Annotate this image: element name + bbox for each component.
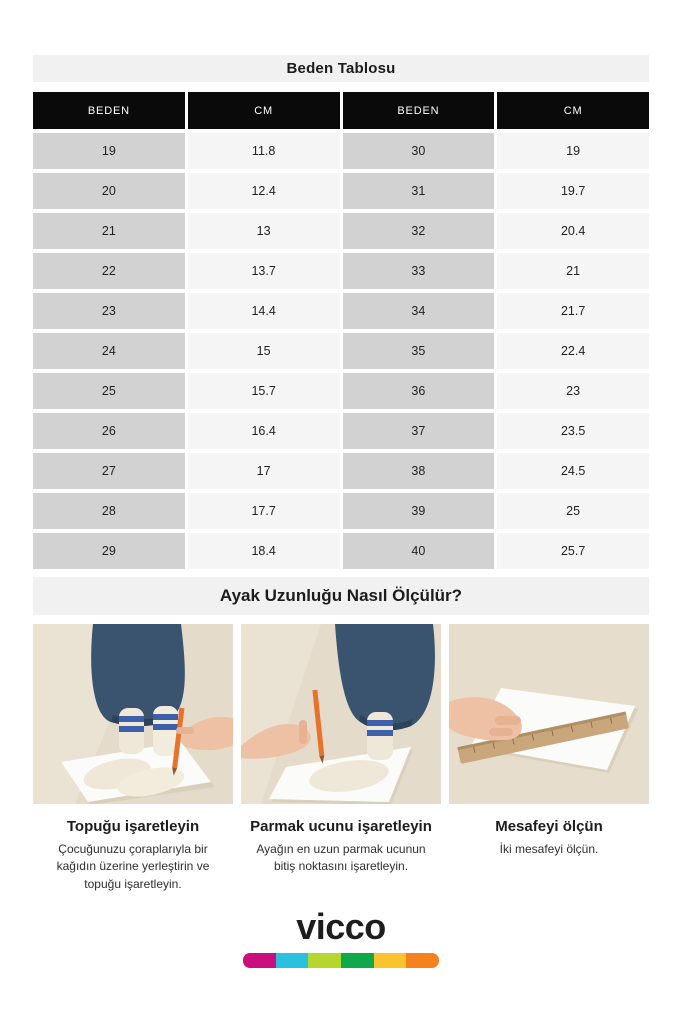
size-value-cell: 19 bbox=[33, 133, 185, 169]
cm-value-cell: 19.7 bbox=[497, 173, 649, 209]
step-text: İki mesafeyi ölçün. bbox=[499, 842, 599, 856]
cm-value-cell: 17 bbox=[188, 453, 340, 489]
color-bar-segment bbox=[374, 953, 407, 968]
cm-value-cell: 14.4 bbox=[188, 293, 340, 329]
color-bar-segment bbox=[243, 953, 276, 968]
cm-value-cell: 18.4 bbox=[188, 533, 340, 569]
size-table-header: CM bbox=[497, 92, 649, 129]
size-value-cell: 28 bbox=[33, 493, 185, 529]
color-bar-segment bbox=[308, 953, 341, 968]
cm-value-cell: 19 bbox=[497, 133, 649, 169]
size-table-header: CM bbox=[188, 92, 340, 129]
step-heading: Mesafeyi ölçün bbox=[495, 818, 603, 835]
cm-value-cell: 20.4 bbox=[497, 213, 649, 249]
step-heading: Topuğu işaretleyin bbox=[66, 818, 200, 835]
size-value-cell: 33 bbox=[343, 253, 495, 289]
cm-value-cell: 16.4 bbox=[188, 413, 340, 449]
cm-value-cell: 21.7 bbox=[497, 293, 649, 329]
mark-heel-photo bbox=[33, 624, 233, 804]
brand-color-bar bbox=[243, 953, 439, 968]
page-title: Beden Tablosu bbox=[33, 55, 649, 82]
size-value-cell: 34 bbox=[343, 293, 495, 329]
measure-distance-photo bbox=[449, 624, 649, 804]
step-heading: Parmak ucunu işaretleyin bbox=[250, 818, 432, 835]
size-value-cell: 20 bbox=[33, 173, 185, 209]
size-value-cell: 35 bbox=[343, 333, 495, 369]
size-value-cell: 29 bbox=[33, 533, 185, 569]
size-table-header: BEDEN bbox=[343, 92, 495, 129]
cm-value-cell: 13.7 bbox=[188, 253, 340, 289]
cm-value-cell: 25 bbox=[497, 493, 649, 529]
step-text: Ayağın en uzun parmak ucunun bitiş noktasını işaretleyin. bbox=[256, 842, 426, 874]
brand-wordmark: vicco bbox=[296, 906, 386, 948]
cm-value-cell: 11.8 bbox=[188, 133, 340, 169]
size-value-cell: 23 bbox=[33, 293, 185, 329]
size-value-cell: 37 bbox=[343, 413, 495, 449]
measure-steps bbox=[33, 624, 649, 893]
step-measure-distance bbox=[449, 624, 649, 893]
cm-value-cell: 23.5 bbox=[497, 413, 649, 449]
finger bbox=[176, 727, 194, 734]
cm-value-cell: 24.5 bbox=[497, 453, 649, 489]
cm-value-cell: 21 bbox=[497, 253, 649, 289]
mark-toe-photo bbox=[241, 624, 441, 804]
cm-value-cell: 17.7 bbox=[188, 493, 340, 529]
step-mark-toe bbox=[241, 624, 441, 893]
finger bbox=[489, 728, 513, 736]
size-value-cell: 26 bbox=[33, 413, 185, 449]
color-bar-segment bbox=[341, 953, 374, 968]
size-value-cell: 21 bbox=[33, 213, 185, 249]
size-value-cell: 24 bbox=[33, 333, 185, 369]
size-value-cell: 39 bbox=[343, 493, 495, 529]
cm-value-cell: 15.7 bbox=[188, 373, 340, 409]
cm-value-cell: 12.4 bbox=[188, 173, 340, 209]
size-value-cell: 30 bbox=[343, 133, 495, 169]
size-value-cell: 27 bbox=[33, 453, 185, 489]
size-value-cell: 40 bbox=[343, 533, 495, 569]
step-mark-heel bbox=[33, 624, 233, 893]
measure-section-title: Ayak Uzunluğu Nasıl Ölçülür? bbox=[33, 577, 649, 615]
size-table-header: BEDEN bbox=[33, 92, 185, 129]
color-bar-segment bbox=[406, 953, 439, 968]
cm-value-cell: 25.7 bbox=[497, 533, 649, 569]
finger bbox=[495, 716, 521, 725]
size-value-cell: 31 bbox=[343, 173, 495, 209]
cm-value-cell: 23 bbox=[497, 373, 649, 409]
cm-value-cell: 13 bbox=[188, 213, 340, 249]
cm-value-cell: 22.4 bbox=[497, 333, 649, 369]
size-value-cell: 36 bbox=[343, 373, 495, 409]
cm-value-cell: 15 bbox=[188, 333, 340, 369]
size-value-cell: 22 bbox=[33, 253, 185, 289]
size-table bbox=[33, 92, 649, 569]
step-text: Çocuğunuzu çoraplarıyla bir kağıdın üzerine yerleştirin ve topuğu işaretleyin. bbox=[56, 842, 210, 891]
brand-footer bbox=[33, 906, 649, 968]
color-bar-segment bbox=[276, 953, 309, 968]
size-value-cell: 38 bbox=[343, 453, 495, 489]
finger bbox=[299, 720, 307, 744]
size-value-cell: 32 bbox=[343, 213, 495, 249]
size-value-cell: 25 bbox=[33, 373, 185, 409]
